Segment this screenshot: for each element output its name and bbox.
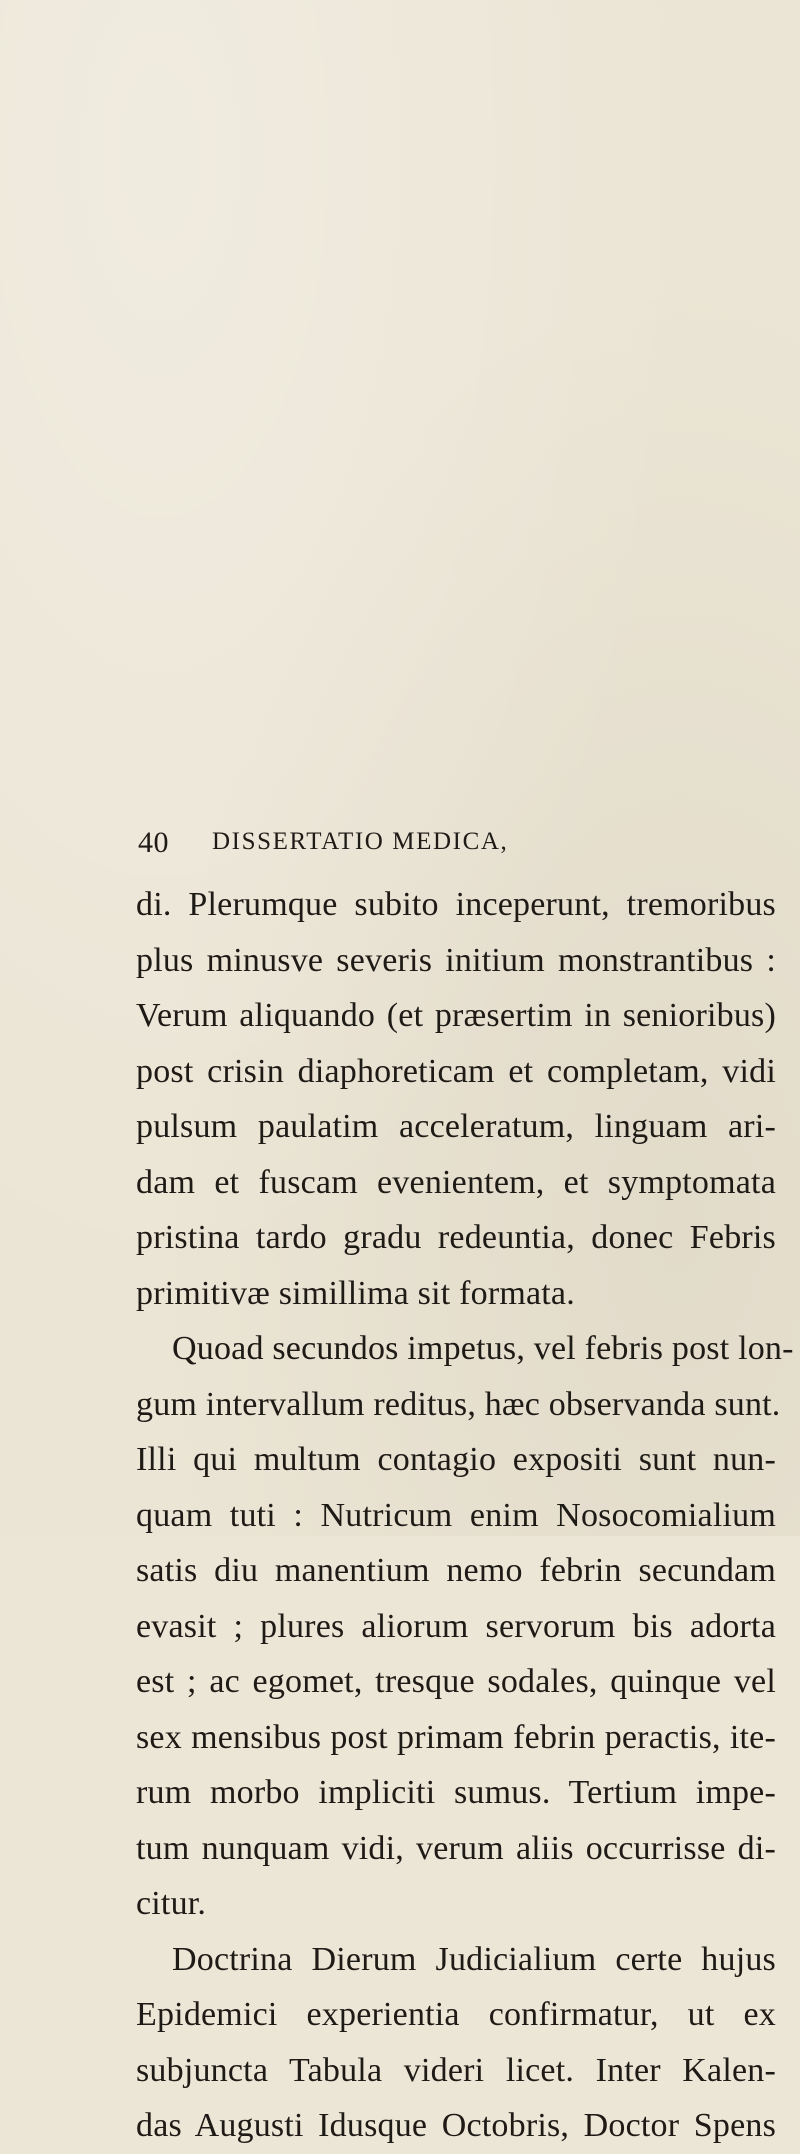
body-text xyxy=(136,877,794,2154)
text-line: Epidemici experientia confirmatur, ut ex xyxy=(136,1996,776,2033)
text-line: tum nunquam vidi, verum aliis occurrisse di- xyxy=(136,1829,776,1867)
text-line: citur. xyxy=(136,1885,207,1922)
text-line: post crisin diaphoreticam et completam, vidi xyxy=(136,1052,776,1090)
text-line: Doctrina Dierum Judicialium certe hujus xyxy=(172,1940,776,1978)
text-line: das Augusti Idusque Octobris, Doctor Spens xyxy=(136,2107,776,2144)
text-line: di. Plerumque subito inceperunt, tremoribus xyxy=(136,886,776,923)
text-line: evasit ; plures aliorum servorum bis adorta xyxy=(136,1607,776,1645)
text-line: dam et fuscam evenientem, et symptomata xyxy=(136,1163,776,1201)
text-line: subjuncta Tabula videri licet. Inter Kalen- xyxy=(136,2051,776,2089)
text-line: Verum aliquando (et præsertim in senioribus) xyxy=(136,997,776,1034)
text-line: primitivæ simillima sit formata. xyxy=(136,1274,575,1312)
text-line: plus minusve severis initium monstrantibus : xyxy=(136,941,776,979)
text-line: rum morbo impliciti sumus. Tertium impe- xyxy=(136,1774,776,1811)
page-number: 40 xyxy=(138,826,169,859)
running-title: DISSERTATIO MEDICA, xyxy=(212,828,509,855)
text-line: quam tuti : Nutricum enim Nosocomialium xyxy=(136,1496,776,1534)
text-line: est ; ac egomet, tresque sodales, quinque vel xyxy=(136,1663,776,1700)
text-line: sex mensibus post primam febrin peractis, ite- xyxy=(136,1718,776,1756)
text-line: satis diu manentium nemo febrin secundam xyxy=(136,1552,776,1589)
text-line: pulsum paulatim acceleratum, linguam ari- xyxy=(136,1108,776,1145)
text-line: gum intervallum reditus, hæc observanda sunt. xyxy=(136,1385,781,1423)
text-line: pristina tardo gradu redeuntia, donec Febris xyxy=(136,1219,776,1256)
text-line: Quoad secundos impetus, vel febris post lon- xyxy=(172,1330,794,1367)
text-line: Illi qui multum contagio expositi sunt nun- xyxy=(136,1441,776,1478)
